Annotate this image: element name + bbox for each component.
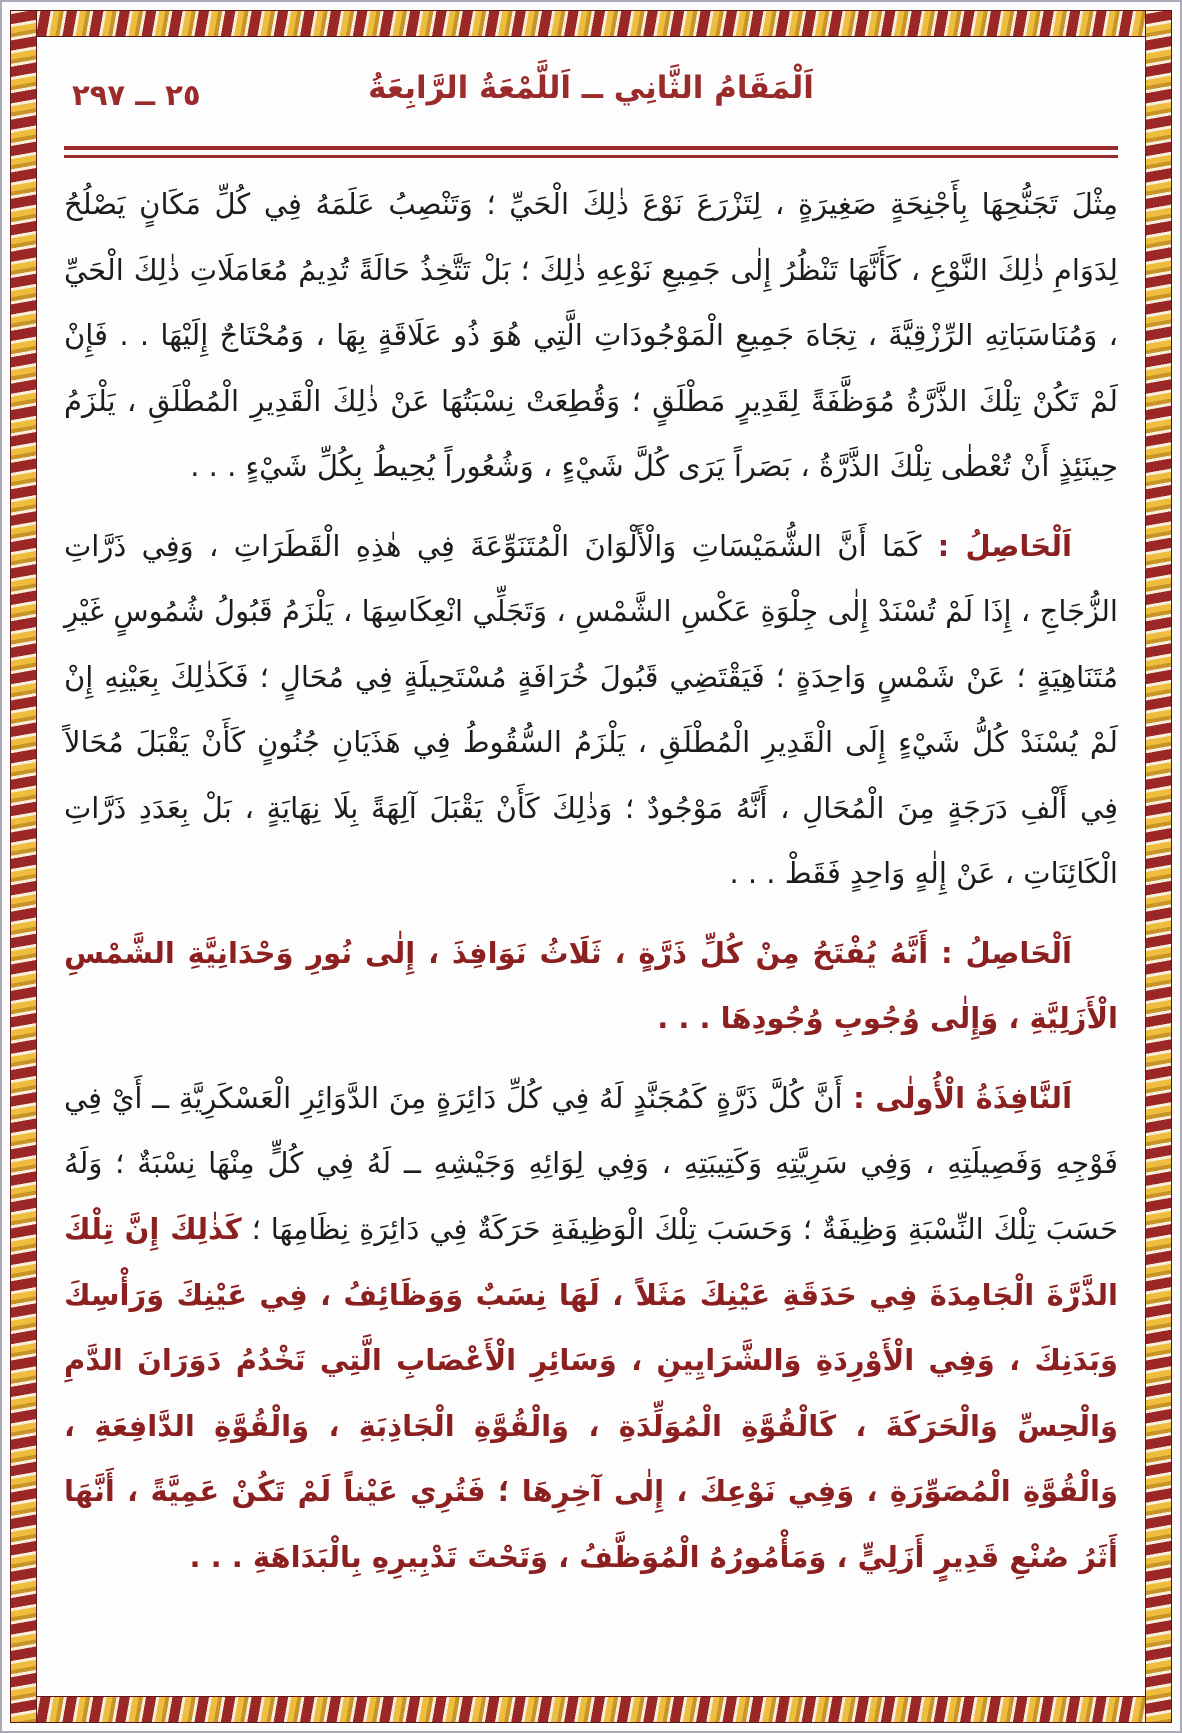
frame-border-top (10, 10, 1172, 37)
paragraph-1 (64, 172, 1118, 500)
page-header (64, 54, 1118, 130)
paragraph-3 (64, 921, 1118, 1052)
page-number: ٢٥ ــ ٢٩٧ (72, 78, 201, 112)
emphasized-red-text: اَلْحَاصِلُ : أَنَّهُ يُفْتَحُ مِنْ كُلِّ ذَرَّةٍ ، ثَلَاثُ نَوَافِذَ ، إِلٰى نُورِ وَحْدَانِيَّةِ الشَّمْسِ الْأَزَلِيَّةِ ، وَإِلٰى وُجُوبِ وُجُودِهَا . . . (64, 935, 1118, 1036)
emphasized-red-text: كَذٰلِكَ إِنَّ تِلْكَ الذَّرَّةَ الْجَامِدَةَ فِي حَدَقَةِ عَيْنِكَ مَثَلاً ، لَهَا نِسَبٌ وَوَظَائِفُ ، فِي عَيْنِكَ وَرَأْسِكَ وَبَدَنِكَ ، وَفِي الْأَوْرِدَةِ وَالشَّرَايِينِ ، وَسَائِرِ الْأَعْصَابِ الَّتِي تَخْدُمُ دَوَرَانَ الدَّمِ وَالْحِسِّ وَالْحَرَكَةَ ، كَالْقُوَّةِ الْمُوَلِّدَةِ ، وَالْقُوَّةِ الْجَاذِبَةِ ، وَالْقُوَّةِ الدَّافِعَةِ ، وَالْقُوَّةِ الْمُصَوِّرَةِ ، وَفِي نَوْعِكَ ، إِلٰى آخِرِهَا ؛ فَتُرِي عَيْناً لَمْ تَكُنْ عَمِيَّةً ، أَنَّهَا أَثَرُ صُنْعِ قَدِيرٍ أَزَلِيٍّ ، وَمَأْمُورُهُ الْمُوَظَّفُ ، وَتَحْتَ تَدْبِيرِهِ بِالْبَدَاهَةِ . . . (64, 1211, 1118, 1574)
lead-word: اَلْحَاصِلُ : (921, 528, 1072, 563)
page-content (64, 54, 1118, 1683)
page-title: اَلْمَقَامُ الثَّانِي ــ اَللَّمْعَةُ الرَّابِعَةُ (368, 70, 814, 106)
body-text-segment: أَنَّ كُلَّ ذَرَّةٍ كَمُجَنَّدٍ لَهُ فِي كُلِّ دَائِرَةٍ مِنَ الدَّوَائِرِ الْعَسْكَرِيَّةِ ــ أَيْ فِي فَوْجِهِ وَفَصِيلَتِهِ ، وَفِي سَرِيَّتِهِ وَكَتِيبَتِهِ ، وَفِي لِوَائِهِ وَجَيْشِهِ ــ لَهُ فِي كُلٍّ مِنْهَا نِسْبَةٌ ؛ وَلَهُ حَسَبَ تِلْكَ النِّسْبَةِ وَظِيفَةٌ ؛ وَحَسَبَ تِلْكَ الْوَظِيفَةِ حَرَكَةٌ فِي دَائِرَةِ نِظَامِهَا ؛ (64, 1080, 1119, 1246)
body-text-segment: مِثْلَ تَجَنُّحِهَا بِأَجْنِحَةٍ صَغِيرَةٍ ، لِتَزْرَعَ نَوْعَ ذٰلِكَ الْحَيِّ ؛ وَتَنْصِبُ عَلَمَهُ فِي كُلِّ مَكَانٍ يَصْلُحُ لِدَوَامِ ذٰلِكَ النَّوْعِ ، كَأَنَّهَا تَنْظُرُ إِلٰى جَمِيعِ نَوْعِهِ ذٰلِكَ ؛ بَلْ تَتَّخِذُ حَالَةً تُدِيمُ مُعَامَلَاتِ ذٰلِكَ الْحَيِّ ، وَمُنَاسَبَاتِهِ الرِّزْقِيَّةَ ، تِجَاهَ جَمِيعِ الْمَوْجُودَاتِ الَّتِي هُوَ ذُو عَلَاقَةٍ بِهَا ، وَمُحْتَاجٌ إِلَيْهَا . . فَإِنْ لَمْ تَكُنْ تِلْكَ الذَّرَّةُ مُوَظَّفَةً لِقَدِيرٍ مَطْلَقٍ ؛ وَقُطِعَتْ نِسْبَتُهَا عَنْ ذٰلِكَ الْقَدِيرِ الْمُطْلَقِ ، يَلْزَمُ حِينَئِذٍ أَنْ تُعْطٰى تِلْكَ الذَّرَّةُ ، بَصَراً يَرَى كُلَّ شَيْءٍ ، وَشُعُوراً يُحِيطُ بِكُلِّ شَيْءٍ . . . (64, 187, 1118, 484)
frame-border-right (1145, 10, 1172, 1723)
frame-border-bottom (10, 1696, 1172, 1723)
body-text-segment: كَمَا أَنَّ الشُّمَيْسَاتِ وَالْأَلْوَانَ الْمُتَنَوِّعَةَ فِي هٰذِهِ الْقَطَرَاتِ ، وَفِي ذَرَّاتِ الزُّجَاجِ ، إِذَا لَمْ تُسْنَدْ إِلٰى جِلْوَةِ عَكْسِ الشَّمْسِ ، وَتَجَلِّي انْعِكَاسِهَا ، يَلْزَمُ قَبُولُ شُمُوسٍ غَيْرِ مُتَنَاهِيَةٍ ؛ عَنْ شَمْسٍ وَاحِدَةٍ ؛ فَيَقْتَضِي قَبُولَ خُرَافَةٍ مُسْتَحِيلَةٍ فِي مُحَالٍ ؛ فَكَذٰلِكَ بِعَيْنِهِ إِنْ لَمْ يُسْنَدْ كُلُّ شَيْءٍ إِلَى الْقَدِيرِ الْمُطْلَقِ ، يَلْزَمُ السُّقُوطُ فِي هَذَيَانِ جُنُونٍ كَأَنْ يَقْبَلَ مُحَالاً فِي أَلْفِ دَرَجَةٍ مِنَ الْمُحَالِ ، أَنَّهُ مَوْجُودٌ ؛ وَذٰلِكَ كَأَنْ يَقْبَلَ آلِهَةً بِلَا نِهَايَةٍ ، بَلْ بِعَدَدِ ذَرَّاتِ الْكَائِنَاتِ ، عَنْ إِلٰهٍ وَاحِدٍ فَقَطْ . . . (64, 528, 1118, 891)
header-divider (64, 146, 1118, 158)
frame-border-left (10, 10, 37, 1723)
paragraph-2 (64, 514, 1118, 907)
paragraph-4 (64, 1066, 1118, 1590)
lead-word: اَلنَّافِذَةُ الْأُولٰى : (842, 1080, 1073, 1115)
